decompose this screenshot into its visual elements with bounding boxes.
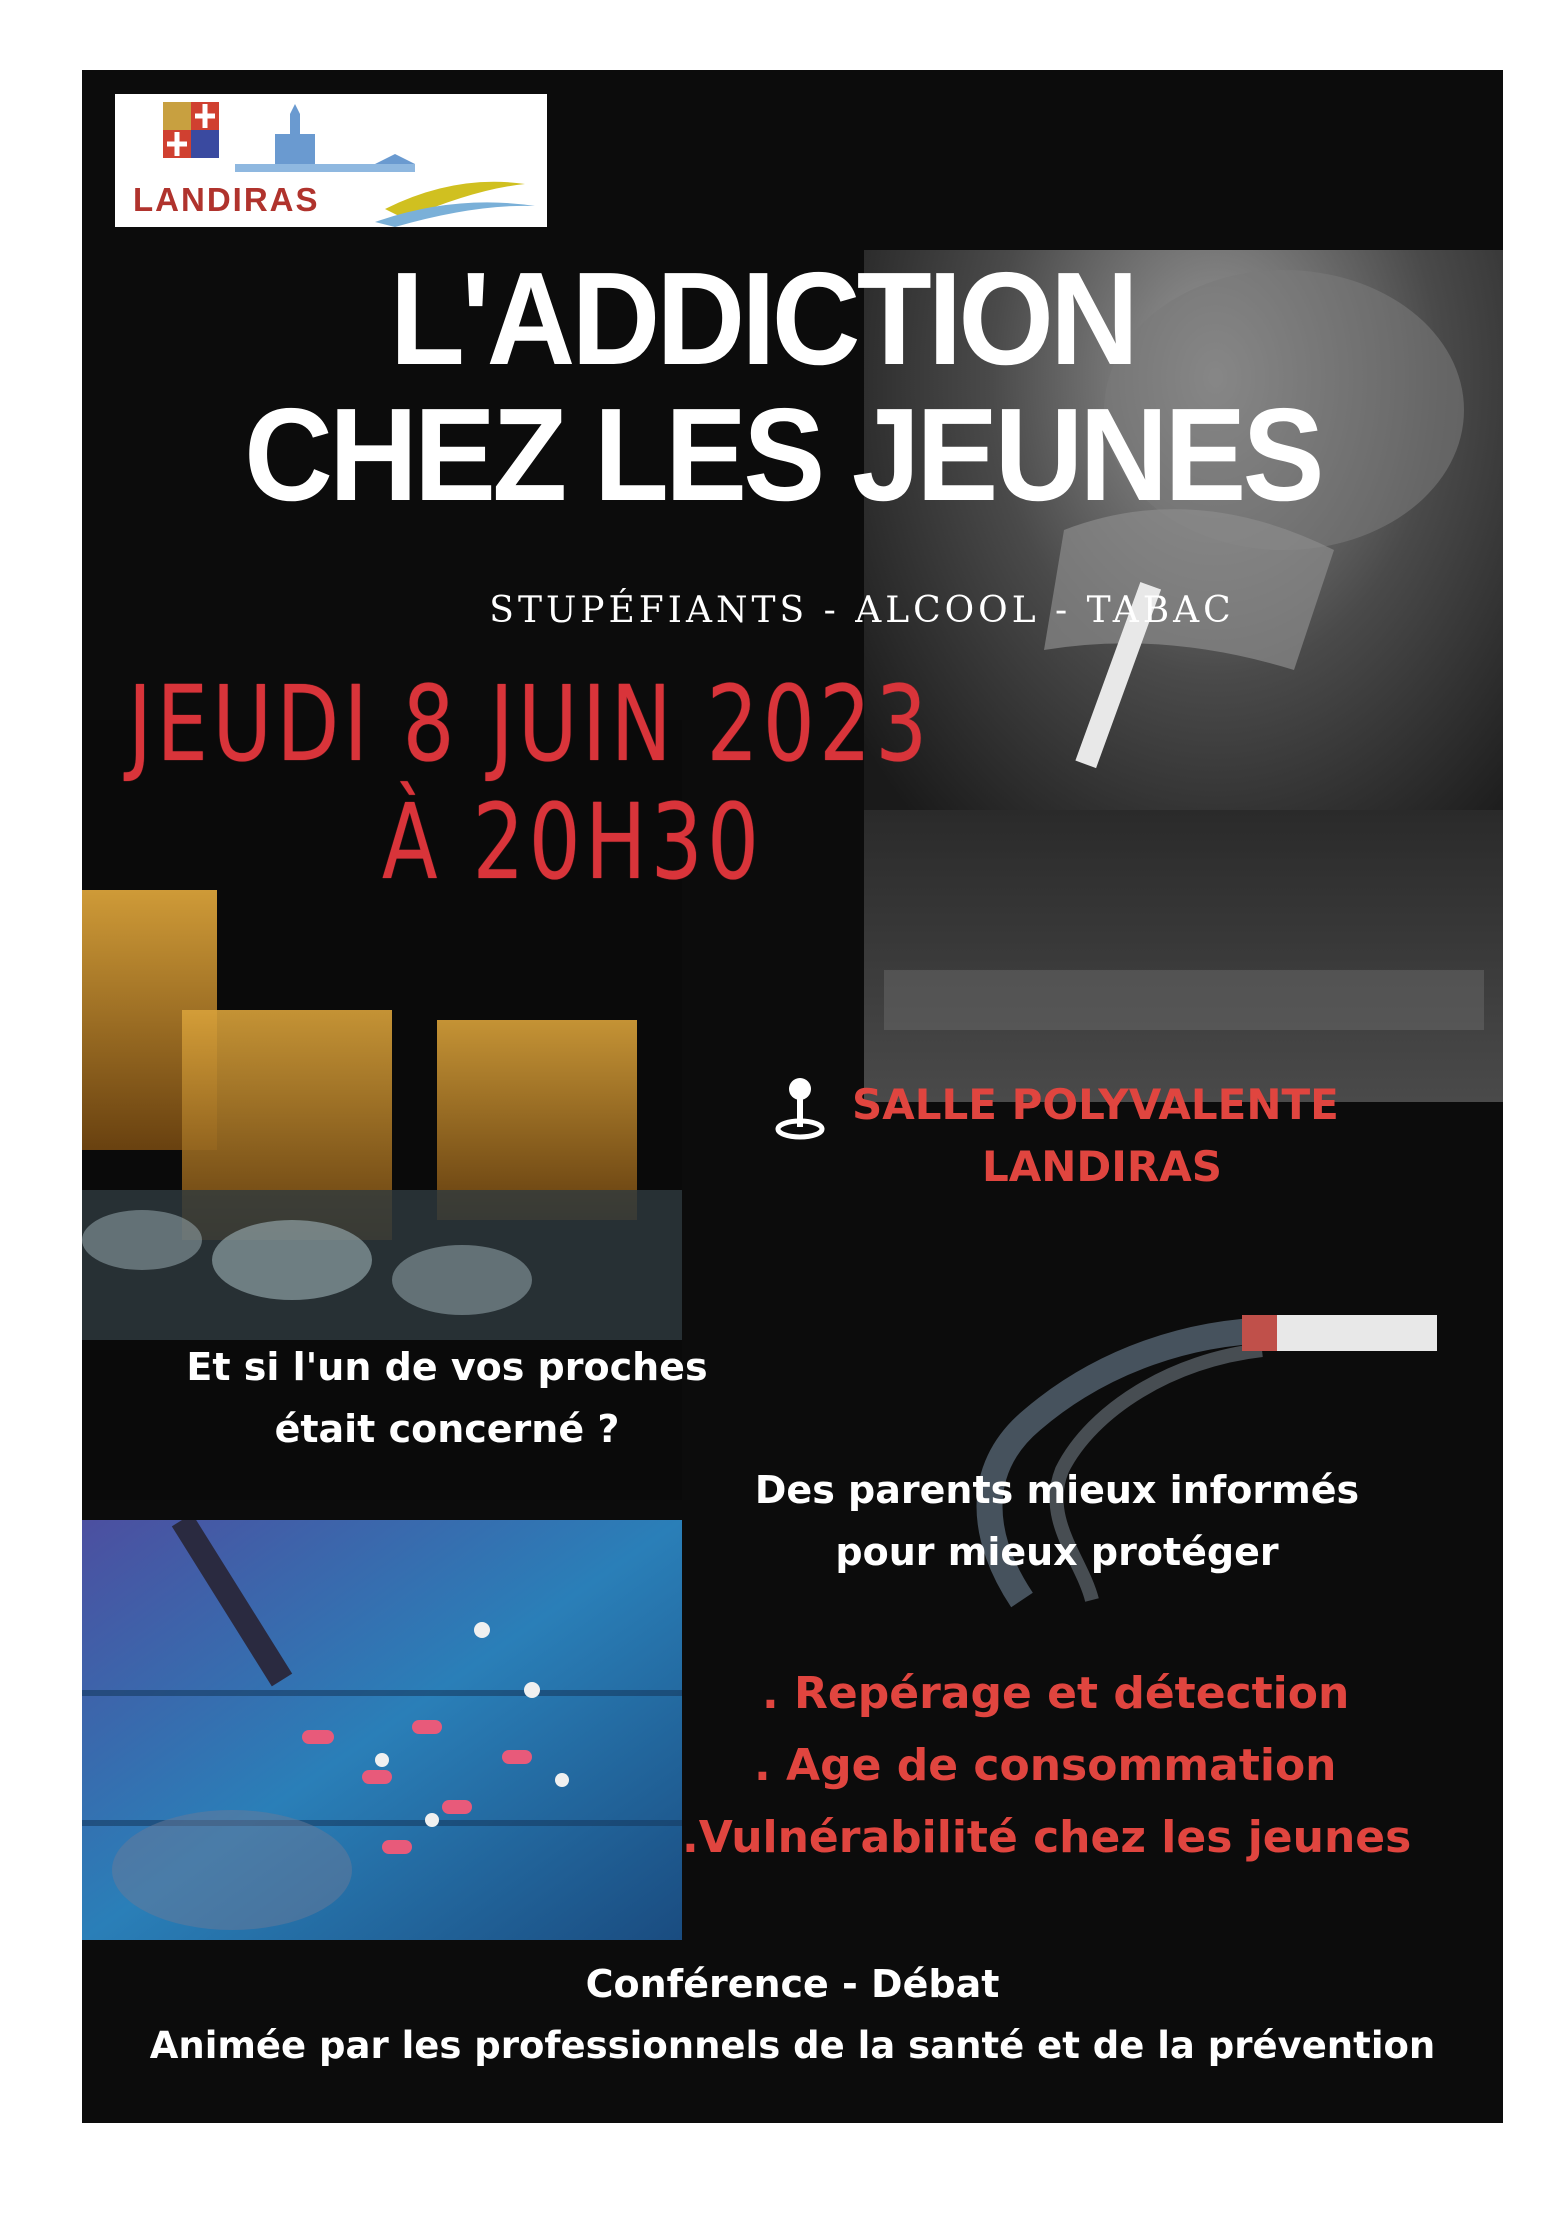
title-line-2: CHEZ LES JEUNES: [244, 381, 1321, 528]
topic-item: .Vulnérabilité chez les jeunes: [682, 1812, 1412, 1863]
date-line-1: JEUDI 8 JUIN 2023: [128, 663, 932, 785]
subtitle: STUPÉFIANTS - ALCOOL - TABAC: [489, 590, 1235, 631]
tagline-line-1: Des parents mieux informés: [754, 1468, 1360, 1512]
footer-line-1: Conférence - Débat: [585, 1962, 1000, 2006]
poster: [82, 70, 1503, 2123]
topic-item: . Repérage et détection: [762, 1668, 1350, 1719]
photo-pills: [82, 1520, 682, 1940]
title-line-1: L'ADDICTION: [389, 245, 1136, 392]
logo-text: LANDIRAS: [133, 181, 320, 218]
tagline-line-2: pour mieux protéger: [835, 1530, 1279, 1574]
question-line-2: était concerné ?: [274, 1407, 620, 1451]
venue-line-1: SALLE POLYVALENTE: [852, 1080, 1339, 1129]
date-line-2: À 20H30: [382, 781, 764, 903]
map-pin-icon: [770, 1075, 830, 1145]
footer-line-2: Animée par les professionnels de la santé et de la prévention: [149, 2024, 1436, 2067]
landiras-logo: [115, 94, 547, 227]
venue-line-2: LANDIRAS: [982, 1142, 1223, 1191]
question-line-1: Et si l'un de vos proches: [186, 1345, 708, 1389]
topic-item: . Age de consommation: [754, 1740, 1337, 1791]
